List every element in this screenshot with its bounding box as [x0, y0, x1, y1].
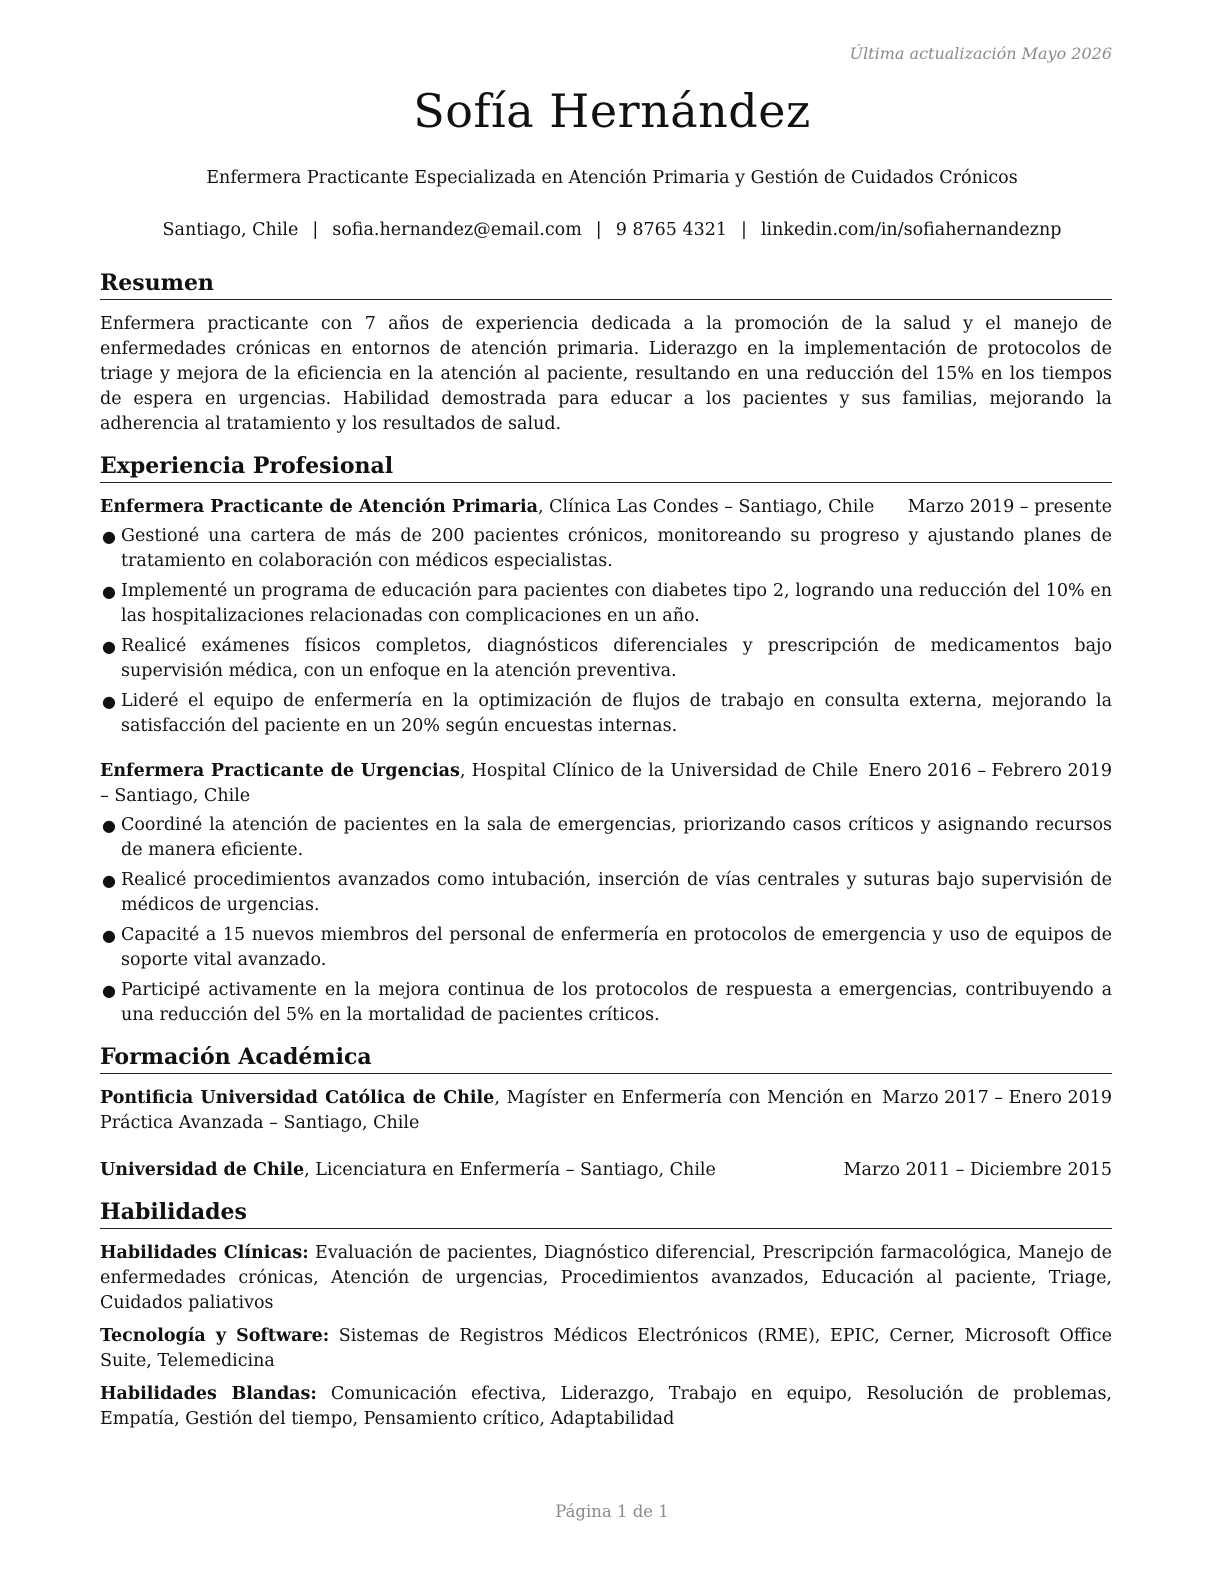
education-detail: , Magíster en Enfermería con Mención en Práctica Avanzada – Santiago, Chile — [100, 1088, 873, 1133]
bullet-text: Realicé exámenes físicos completos, diagnósticos diferenciales y prescripción de medicamentos bajo supervisión médica, con un enfoque en la atención preventiva. — [121, 636, 1112, 681]
education-institution: Pontificia Universidad Católica de Chile — [100, 1088, 495, 1108]
list-item — [100, 524, 1112, 574]
job-header — [100, 759, 1112, 809]
list-item — [100, 579, 1112, 629]
resume-content — [100, 268, 1112, 1446]
bullet-icon: ● — [102, 692, 116, 711]
skills-section — [100, 1197, 1112, 1432]
job-bullets — [100, 524, 1112, 739]
candidate-headline: Enfermera Practicante Especializada en Atención Primaria y Gestión de Cuidados Crónicos — [206, 168, 1018, 188]
job-role: Enfermera Practicante de Atención Primaria — [100, 497, 538, 517]
bullet-icon: ● — [102, 637, 116, 656]
job-entry — [100, 759, 1112, 1028]
education-dates: Marzo 2017 – Enero 2019 — [882, 1088, 1112, 1108]
contact-separator: | — [595, 220, 602, 240]
bullet-text: Realicé procedimientos avanzados como intubación, inserción de vías centrales y suturas bajo supervisión de médicos de urgencias. — [121, 870, 1112, 915]
experience-section — [100, 451, 1112, 1028]
bullet-icon: ● — [102, 527, 116, 546]
contact-separator: | — [312, 220, 319, 240]
bullet-text: Capacité a 15 nuevos miembros del personal de enfermería en protocolos de emergencia y uso de equipos de soporte vital avanzado. — [121, 925, 1112, 970]
education-dates: Marzo 2011 – Diciembre 2015 — [843, 1160, 1112, 1180]
education-entry — [100, 1158, 1112, 1183]
job-dates: Enero 2016 – Febrero 2019 — [868, 761, 1112, 781]
experience-heading: Experiencia Profesional — [100, 451, 1112, 483]
bullet-text: Implementé un programa de educación para pacientes con diabetes tipo 2, logrando una reducción del 10% en las hospitalizaciones relacionadas con complicaciones en un año. — [121, 581, 1112, 626]
job-org: , Hospital Clínico de la Universidad de Chile – Santiago, Chile — [100, 761, 859, 806]
education-detail: , Licenciatura en Enfermería – Santiago, Chile — [304, 1160, 716, 1180]
skill-text: Comunicación efectiva, Liderazgo, Trabajo en equipo, Resolución de problemas, Empatía, Gestión del tiempo, Pensamiento crítico, Adaptabilidad — [100, 1384, 1112, 1429]
skill-group — [100, 1324, 1112, 1374]
bullet-text: Participé activamente en la mejora continua de los protocolos de respuesta a emergencias, contribuyendo a una reducción del 5% en la mortalidad de pacientes críticos. — [121, 980, 1112, 1025]
bullet-text: Lideré el equipo de enfermería en la optimización de flujos de trabajo en consulta externa, mejorando la satisfacción del paciente en un 20% según encuestas internas. — [121, 691, 1112, 736]
education-institution: Universidad de Chile — [100, 1160, 305, 1180]
bullet-text: Gestioné una cartera de más de 200 pacientes crónicos, monitoreando su progreso y ajustando planes de tratamiento en colaboración con médicos especialistas. — [121, 526, 1112, 571]
skill-group — [100, 1382, 1112, 1432]
contact-phone: 9 8765 4321 — [615, 220, 728, 240]
education-section — [100, 1042, 1112, 1183]
bullet-icon: ● — [102, 926, 116, 945]
bullet-icon: ● — [102, 582, 116, 601]
skill-text: Evaluación de pacientes, Diagnóstico diferencial, Prescripción farmacológica, Manejo de enfermedades crónicas, Atención de urgencias, Procedimientos avanzados, Educación al paciente, Triage, Cuidados paliativos — [100, 1243, 1112, 1313]
skill-label: Tecnología y Software: — [100, 1326, 330, 1346]
skill-label: Habilidades Clínicas: — [100, 1243, 309, 1263]
education-entry — [100, 1086, 1112, 1136]
summary-heading: Resumen — [100, 268, 1112, 300]
education-heading: Formación Académica — [100, 1042, 1112, 1074]
summary-text: Enfermera practicante con 7 años de experiencia dedicada a la promoción de la salud y el manejo de enfermedades crónicas en entornos de atención primaria. Liderazgo en la implementación de protocolos de triage y mejora de la eficiencia en la atención al paciente, resultando en una reducción del 15% en los tiempos de espera en urgencias. Habilidad demostrada para educar a los pacientes y sus familias, mejorando la adherencia al tratamiento y los resultados de salud. — [100, 314, 1112, 434]
job-bullets — [100, 813, 1112, 1028]
last-updated: Última actualización Mayo 2026 — [849, 44, 1112, 63]
contact-linkedin[interactable]: linkedin.com/in/sofiahernandeznp — [760, 220, 1062, 240]
bullet-icon: ● — [102, 816, 116, 835]
summary-section — [100, 268, 1112, 437]
list-item — [100, 813, 1112, 863]
skill-group — [100, 1241, 1112, 1316]
list-item — [100, 689, 1112, 739]
bullet-icon: ● — [102, 871, 116, 890]
list-item — [100, 923, 1112, 973]
contact-email[interactable]: sofia.hernandez@email.com — [332, 220, 582, 240]
job-dates: Marzo 2019 – presente — [907, 497, 1112, 517]
list-item — [100, 634, 1112, 684]
candidate-name: Sofía Hernández — [413, 84, 811, 138]
job-header — [100, 495, 1112, 520]
skill-label: Habilidades Blandas: — [100, 1384, 317, 1404]
skill-text: Sistemas de Registros Médicos Electrónicos (RME), EPIC, Cerner, Microsoft Office Suite, Telemedicina — [100, 1326, 1112, 1371]
contact-line — [0, 220, 1224, 240]
contact-separator: | — [741, 220, 747, 240]
job-entry — [100, 495, 1112, 739]
bullet-text: Coordiné la atención de pacientes en la sala de emergencias, priorizando casos críticos y asignando recursos de manera eficiente. — [121, 815, 1112, 860]
list-item — [100, 978, 1112, 1028]
bullet-icon: ● — [102, 981, 116, 1000]
page-number: Página 1 de 1 — [555, 1502, 669, 1521]
job-role: Enfermera Practicante de Urgencias — [100, 761, 460, 781]
list-item — [100, 868, 1112, 918]
skills-heading: Habilidades — [100, 1197, 1112, 1229]
contact-location: Santiago, Chile — [162, 220, 299, 240]
job-org: , Clínica Las Condes – Santiago, Chile — [537, 497, 875, 517]
